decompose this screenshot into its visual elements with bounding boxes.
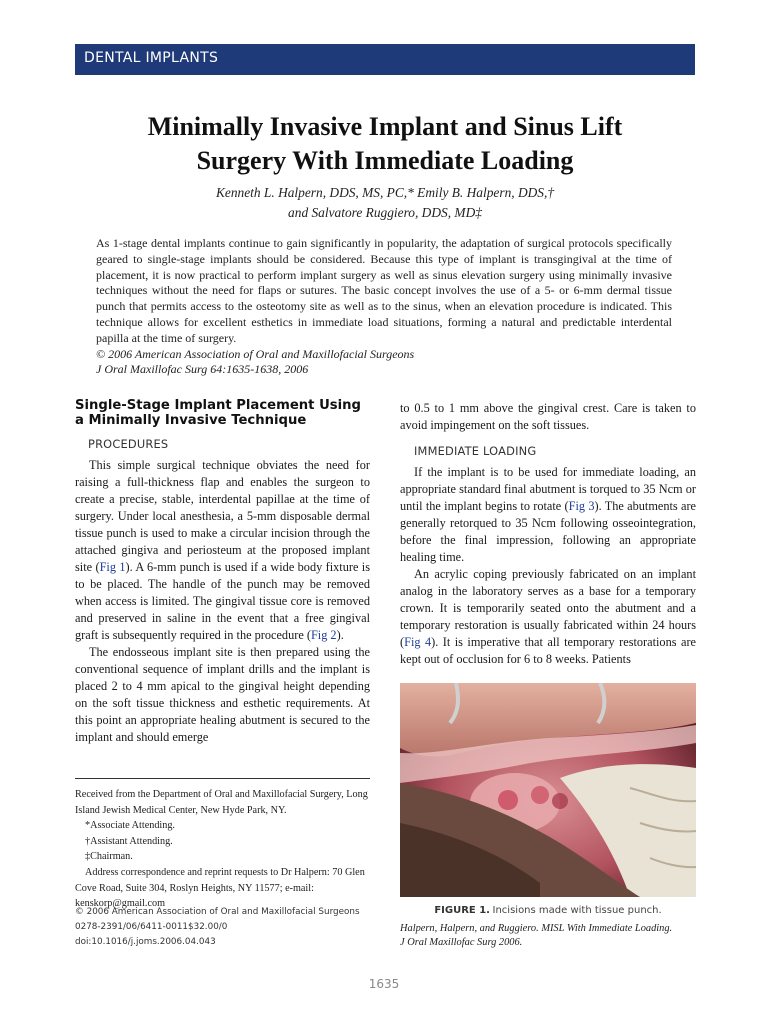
text-run: An acrylic coping previously fabricated on an implant analog in the laboratory serves as a base for a temporary crown. It is temporarily seated onto the abutment and a temporary restoration is usually fabricated within 24 hours ( bbox=[400, 567, 696, 649]
abstract-copyright: © 2006 American Association of Oral and Maxillofacial Surgeons bbox=[96, 346, 415, 361]
section-label: DENTAL IMPLANTS bbox=[84, 50, 219, 66]
section-heading bbox=[75, 398, 370, 428]
abstract bbox=[96, 236, 672, 378]
intraoral-photo-illustration bbox=[400, 683, 696, 897]
article-title bbox=[75, 110, 695, 178]
authors-line-1: Kenneth L. Halpern, DDS, MS, PC,* Emily B. Halpern, DDS,† bbox=[215, 185, 555, 200]
figure-credit-line-1: Halpern, Halpern, and Ruggiero. MISL With Immediate Loading. bbox=[400, 923, 673, 934]
abstract-citation: J Oral Maxillofac Surg 64:1635-1638, 2006 bbox=[96, 362, 309, 377]
author-list bbox=[75, 183, 695, 223]
page-number: 1635 bbox=[368, 977, 400, 991]
text-run: If the implant is to be used for immediate loading, an appropriate standard final abutment is torqued to 35 Ncm or until the implant begins to rotate ( bbox=[400, 465, 696, 513]
figure-link[interactable]: Fig 3 bbox=[568, 499, 595, 513]
figure-link[interactable]: Fig 1 bbox=[99, 560, 126, 574]
figure-1-caption bbox=[400, 905, 696, 916]
right-column bbox=[400, 400, 696, 668]
text-run: This simple surgical technique obviates the need for raising a full-thickness flap and enables the surgeon to create a precise, stable, interdental papillae at the time of surgery. Under local anesthesia, a 5-mm disposable dermal tissue punch is used to make a circular incision through the attached gingiva and periosteum at the proposed implant site ( bbox=[75, 458, 370, 574]
journal-copyright: © 2006 American Association of Oral and Maxillofacial Surgeons bbox=[75, 907, 360, 917]
figure-credit-line-2: J Oral Maxillofac Surg 2006. bbox=[400, 937, 523, 948]
left-column bbox=[75, 398, 370, 746]
text-run: ). The abutments are generally retorqued to 35 Ncm following osseointegration, before the final impression, following an appropriate healing time. bbox=[400, 499, 696, 564]
footnote-received: Received from the Department of Oral and Maxillofacial Surgery, Long Island Jewish Medical Center, New Hyde Park, NY. bbox=[75, 789, 368, 816]
section-heading-line-1: Single-Stage Implant Placement Using bbox=[75, 398, 361, 413]
figure-1-photo bbox=[400, 683, 696, 897]
footnote-address: Address correspondence and reprint requests to Dr Halpern: 70 Glen Cove Road, Suite 304, Roslyn Heights, NY 11577; e-mail: kenskorp@gmail.com bbox=[75, 866, 365, 910]
authors-line-2: and Salvatore Ruggiero, DDS, MD‡ bbox=[288, 205, 482, 220]
paragraph bbox=[400, 464, 696, 566]
text-run: ). bbox=[336, 628, 344, 642]
figure-caption-text: Incisions made with tissue punch. bbox=[492, 905, 662, 916]
doi-line[interactable]: doi:10.1016/j.joms.2006.04.043 bbox=[75, 937, 216, 947]
paragraph bbox=[400, 566, 696, 668]
footnote-associate: *Associate Attending. bbox=[85, 820, 175, 832]
left-body bbox=[75, 457, 370, 746]
issn-line: 0278-2391/06/6411-0011$32.00/0 bbox=[75, 922, 228, 932]
paragraph: The endosseous implant site is then prepared using the conventional sequence of implant drills and the implant is placed 2 to 4 mm apical to the gingival height depending on the soft tissue thickness and esthetic requirements. At this point an appropriate healing abutment is secured to the implant and should emerge bbox=[75, 645, 370, 744]
section-banner bbox=[75, 44, 695, 75]
subheading-immediate-loading: IMMEDIATE LOADING bbox=[414, 444, 537, 458]
footnote-assistant: †Assistant Attending. bbox=[85, 835, 173, 847]
title-line-1: Minimally Invasive Implant and Sinus Lift bbox=[147, 112, 623, 141]
paragraph: to 0.5 to 1 mm above the gingival crest. Care is taken to avoid impingement on the soft tissues. bbox=[400, 401, 696, 432]
text-run: ). It is imperative that all temporary restorations are kept out of occlusion for 6 to 8 weeks. Patients bbox=[400, 635, 696, 666]
abstract-text: As 1-stage dental implants continue to gain significantly in popularity, the adaptation of surgical protocols specifically geared to single-stage implants should be considered. Because this type of implant is transgingival at the time of placement, it is now practical to perform implant surgery as well as sinus elevation surgery using minimally invasive techniques without the need for flaps or sutures. The basic concept involves the use of a 5- or 6-mm dermal tissue punch that permits access to the osteotomy site as well as to the sinus, when an elevation procedure is indicated. This technique allows for excellent esthetics in immediate load situations, forming a natural and predictable interdental papilla at the time of surgery. bbox=[96, 236, 672, 345]
section-heading-line-2: a Minimally Invasive Technique bbox=[75, 413, 307, 428]
paragraph bbox=[75, 457, 370, 644]
footnote-chairman: ‡Chairman. bbox=[85, 851, 133, 863]
figure-link[interactable]: Fig 2 bbox=[310, 628, 337, 642]
figure-link[interactable]: Fig 4 bbox=[404, 635, 432, 649]
footnotes bbox=[75, 787, 370, 912]
footnote-rule bbox=[75, 778, 370, 779]
figure-label: FIGURE 1. bbox=[434, 905, 490, 916]
subheading-procedures: PROCEDURES bbox=[88, 437, 169, 451]
title-line-2: Surgery With Immediate Loading bbox=[196, 146, 574, 175]
text-run: ). A 6-mm punch is used if a wide body fixture is to be placed. The handle of the punch may be removed when access is limited. The gingival tissue core is removed and preserved in saline in the event that a free gingival graft is subsequently required in the procedure ( bbox=[75, 560, 370, 642]
figure-credit bbox=[400, 922, 696, 950]
